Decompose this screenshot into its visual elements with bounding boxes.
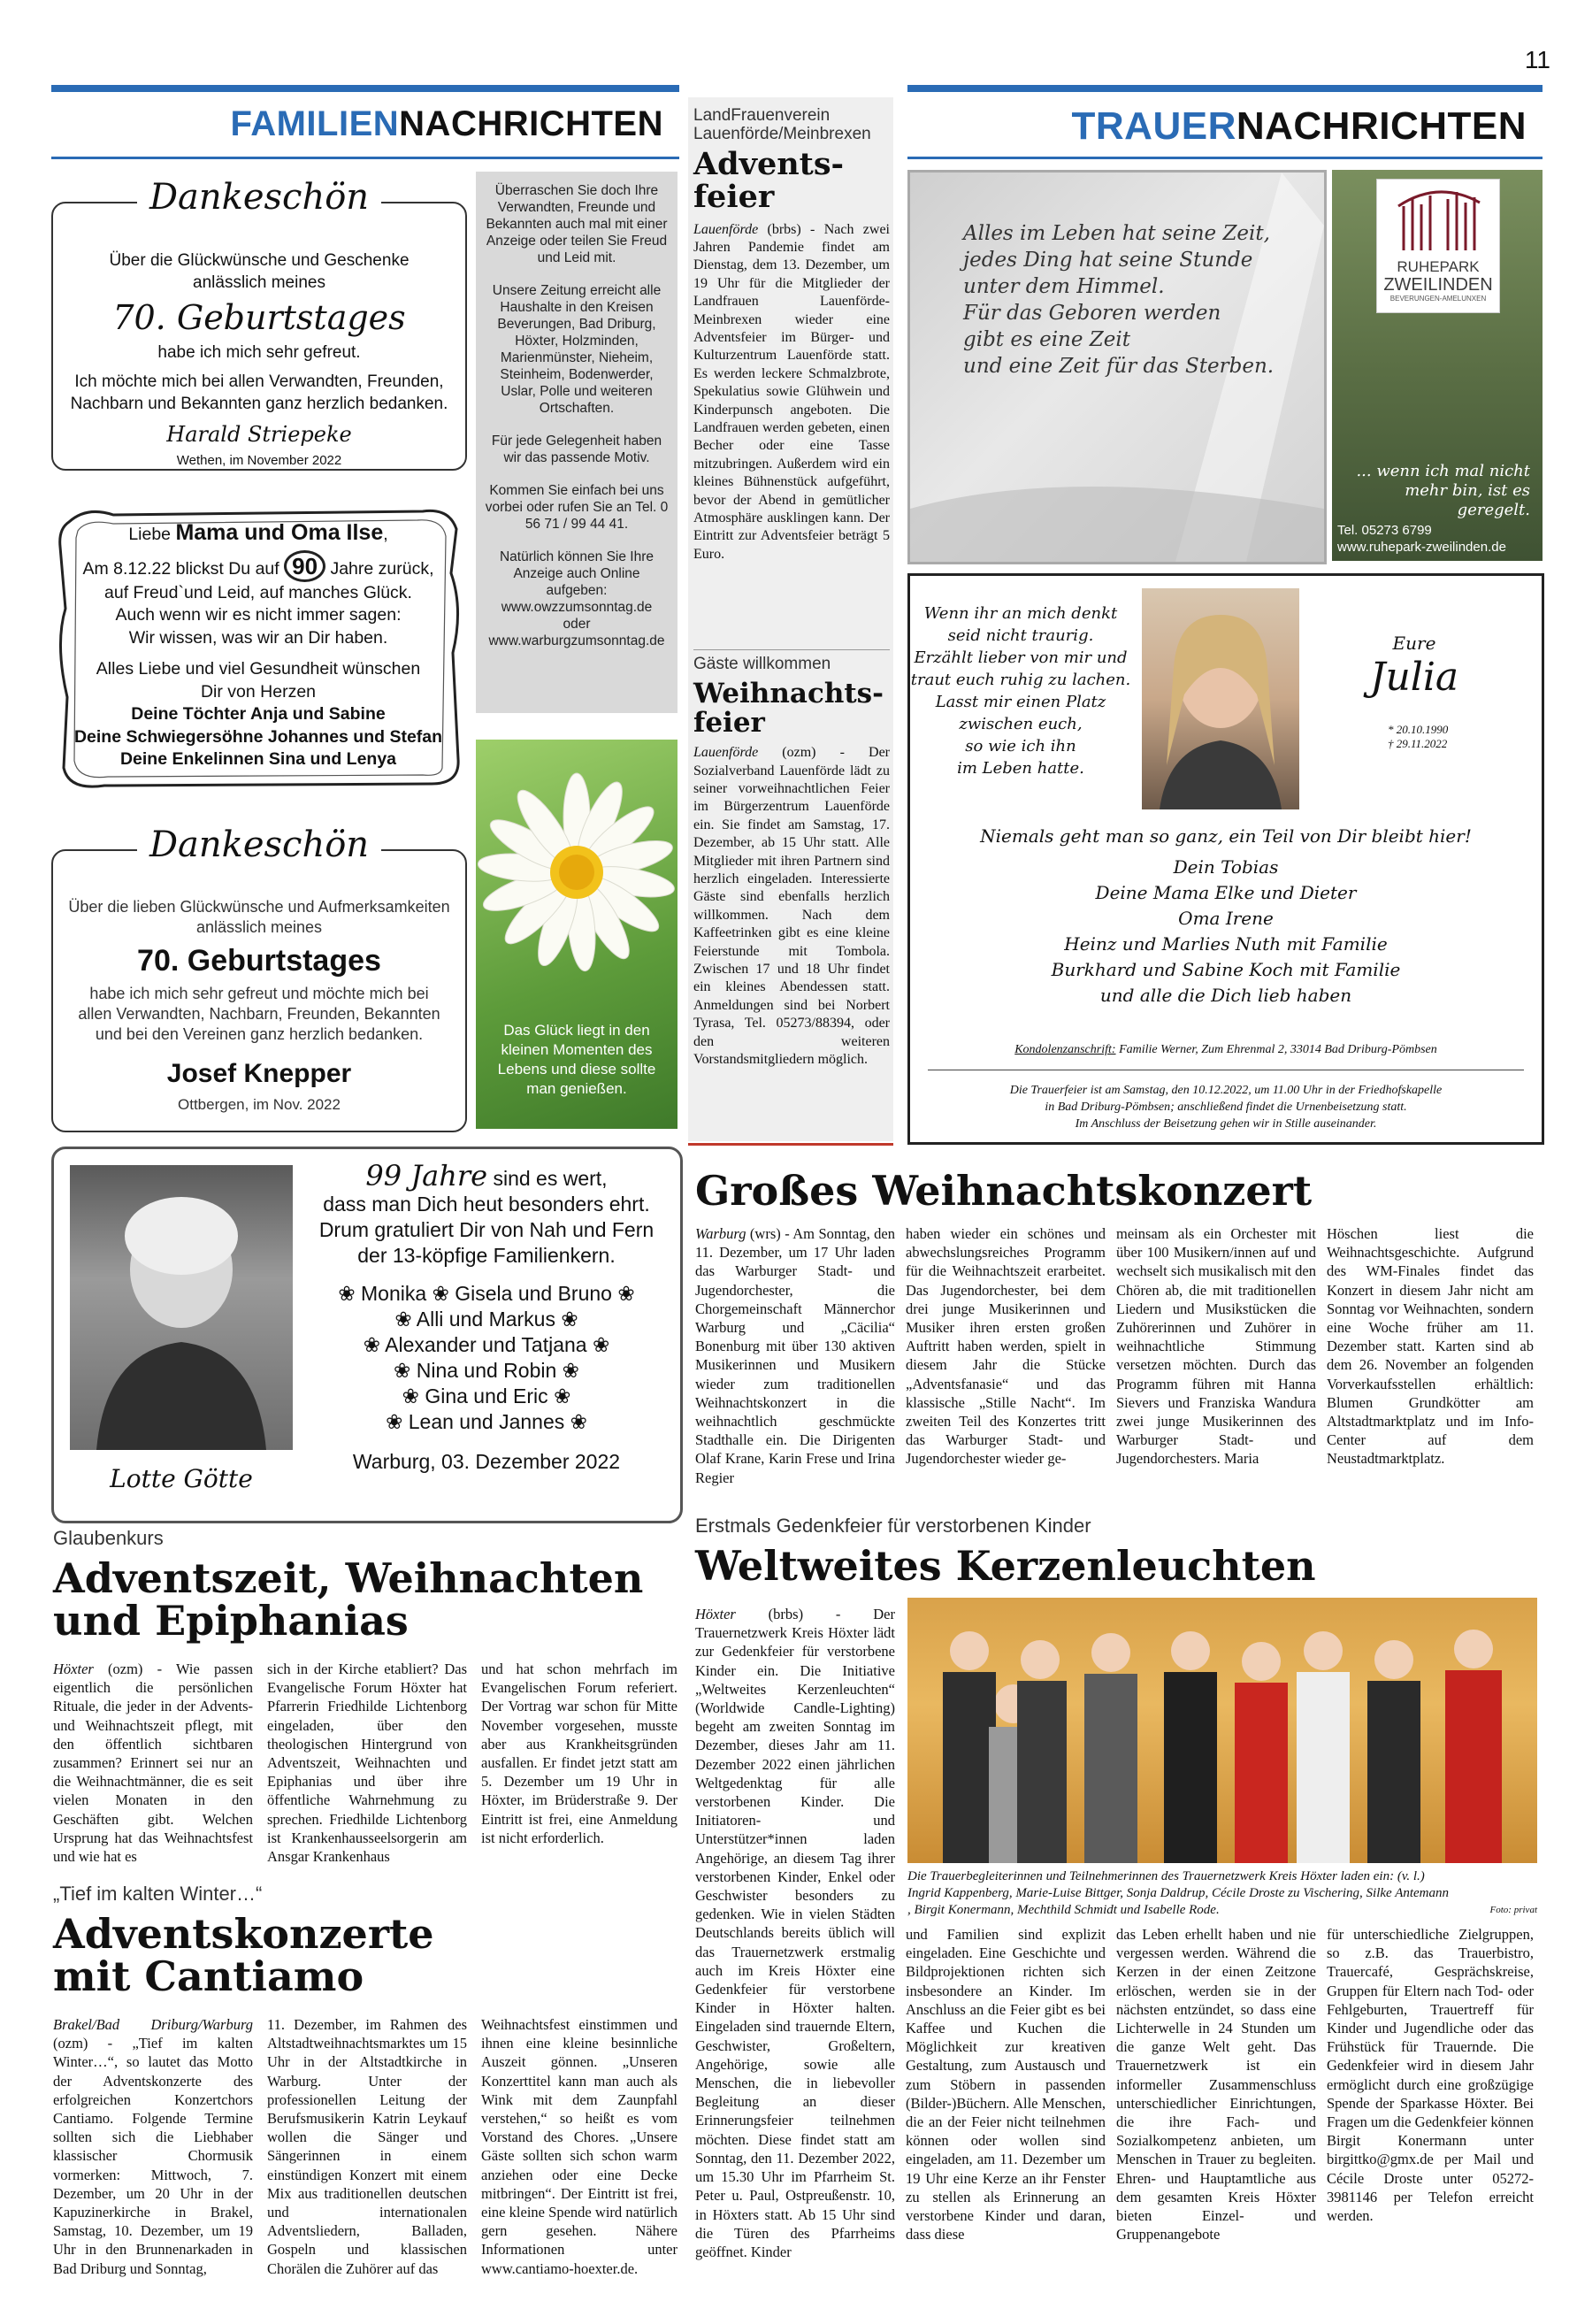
verse-line: zwischen euch, xyxy=(959,715,1083,733)
ruhepark-ad xyxy=(1332,170,1543,561)
article-kicker: Erstmals Gedenkfeier für verstorbenen Kinder xyxy=(695,1515,1091,1537)
ad-line: Am 8.12.22 blickst Du auf 90 Jahre zurück, xyxy=(51,550,465,582)
funeral-info: Im Anschluss der Beisetzung gehen wir in Stille auseinander. xyxy=(1075,1117,1377,1131)
poem-line: Alles im Leben hat seine Zeit, xyxy=(963,222,1270,245)
funeral-info: in Bad Driburg-Pömbsen; anschließend findet die Urnenbeisetzung statt. xyxy=(1045,1101,1407,1114)
flower-icon: ❀ xyxy=(617,1282,635,1305)
gaeste-article xyxy=(693,655,890,1069)
poem-line: gibt es eine Zeit xyxy=(963,328,1130,351)
mourner-line: Oma Irene xyxy=(1178,908,1274,929)
verse-line: so wie ich ihn xyxy=(965,737,1076,755)
ruhepark-name: RUHEPARK xyxy=(1397,258,1480,275)
ad-line: dass man Dich heut besonders ehrt. xyxy=(323,1193,650,1216)
divider xyxy=(688,1143,893,1146)
ad-line: auf Freud`und Leid, auf manches Glück. xyxy=(104,582,412,602)
ad-text: habe ich mich sehr gefreut. xyxy=(157,343,361,362)
promo-text: Natürlich können Sie Ihre Anzeige auch Online aufgeben: xyxy=(499,549,655,598)
flower-icon: ❀ xyxy=(570,1410,587,1433)
ad-line: Deine Enkelinnen Sina und Lenya xyxy=(119,749,397,769)
ad-place: Wethen, im November 2022 xyxy=(176,453,342,468)
article-column: für unterschiedliche Zielgruppen, so z.B. das Trauerbistro, Trauercafé, Gesprächskreise, Gruppen für Eltern nach Tod- oder Fehlgeburten, Trauertreff für Kinder und Jugendliche oder das Frühstück für Trauernde. Die Gedenkfeier wird in diesem Jahr ermöglicht durch eine großzügige Spende der Sparkasse Höxter. Bei Fragen um die Gedenkfeier können Birgit Konermann unter birgittko@gmx.de per Mail und Cécile Droste unter 05272-3981146 per Telefon erreicht werden. xyxy=(1327,1926,1534,2225)
birth-date: * 20.10.1990 xyxy=(1388,723,1449,736)
verse-line: seid nicht traurig. xyxy=(947,626,1094,645)
article-column: sich in der Kirche etabliert? Das Evangelische Forum Höxter hat Pfarrerin Friedhilde Lichtenborg eingeladen, über den theologischen Hintergrund von Adventszeit, Weihnachten und Epiphanias und über ihre öffentliche Wahrnehmung zu sprechen. Friedhilde Lichtenborg ist Krankenhausseelsorgerin am Ansgar Krankenhaus xyxy=(267,1661,467,1866)
ruhepark-quote: ... wenn ich mal nicht xyxy=(1356,462,1530,480)
article-kicker: Gäste willkommen xyxy=(693,655,831,673)
thanks-ad-knepper xyxy=(51,825,467,1132)
ad-line: Dir von Herzen xyxy=(200,681,317,702)
mourner-line: Burkhard und Sabine Koch mit Familie xyxy=(1051,959,1401,980)
article-column: Weihnachtsfest einstimmen und ihnen eine kleine besinnliche Auszeit gönnen. „Unseren Konzerttitel kann man auch als Wink mit dem Zaunpfahl verstehen,“ so heißt es vom Vorstand des Chores. „Unsere Gäste sollten sich schon warm anziehen oder eine Decke mitbringen“. Der Eintritt ist frei, eine kleine Spende wird natürlich gern gesehen. Nähere Informationen unter www.cantiamo-hoexter.de. xyxy=(481,2016,677,2277)
ad-line: ❀ Lean und Jannes ❀ xyxy=(386,1410,587,1433)
flower-caption: Das Glück liegt in den kleinen Momenten des Lebens und diese sollte man genießen. xyxy=(497,1022,656,1097)
poem-line: Für das Geboren werden xyxy=(963,302,1221,325)
photo-credit: Foto: privat xyxy=(1489,1905,1537,1915)
article-headline: Adventszeit, Weihnachten und Epiphanias xyxy=(53,1554,644,1645)
article-column: Höschen liest die Weihnachtsgeschichte. Aufgrund des WM-Finales findet das Konzert in diesem Jahr nicht am Sonntag vor Weihnachten, sondern eine Woche früher am 11. Dezember statt. Karten sind ab dem 26. November an folgenden Vorverkaufsstellen erhältlich: Blumen Grundkötter am Altstadtmarktplatz und im Info-Center auf dem Neustadtmarktplatz. xyxy=(1327,1225,1534,1468)
promo-text: Unsere Zeitung erreicht alle Haushalte in den Kreisen Beverungen, Bad Driburg, Höxter, Holzminden, Marienmünster, Nieheim, Steinheim, Bodenwerder, Uslar, Polle und weiteren Ortschaften. xyxy=(492,283,662,416)
page-number: 11 xyxy=(1524,46,1550,73)
article-headline: Weihnachts-feier xyxy=(693,678,884,739)
article-column: Brakel/Bad Driburg/Warburg (ozm) - „Tief im kalten Winter…“, so lautet das Motto der Adventskonzerte des erfolgreichen Konzertchors Cantiamo. Folgende Termine sollten sich die Liebhaber klassischer Chormusik vormerken: Mittwoch, 7. Dezember, um 20 Uhr in der Kapuzinerkirche in Brakel, Samstag, 10. Dezember, um 19 Uhr in den Brunnenarkaden in Bad Driburg und Sonntag, xyxy=(53,2016,253,2277)
divider xyxy=(693,649,890,650)
mourner-line: Dein Tobias xyxy=(1173,856,1279,878)
article-column: und hat schon mehrfach im Evangelischen Forum referiert. Der Vortrag war schon für Mitte November vorgesehen, musste aber aus Krankheitsgründen ausfallen. Er findet jetzt statt am 5. Dezember um 19 Uhr in Höxter, im Brüderstraße 9. Der Eintritt ist frei, eine Anmeldung ist nicht erforderlich. xyxy=(481,1661,677,1846)
ad-line: Auch wenn wir es nicht immer sagen: xyxy=(115,605,402,625)
verse-line: Erzählt lieber von mir und xyxy=(914,648,1128,667)
obituary-julia xyxy=(907,573,1544,1145)
ad-line: ❀ Alexander und Tatjana ❀ xyxy=(363,1333,610,1356)
condolence-address: Kondolenzanschrift: Familie Werner, Zum Ehrenmal 2, 33014 Bad Driburg-Pömbsen xyxy=(1014,1043,1437,1056)
julia-photo xyxy=(1142,588,1299,809)
ruhepark-name: ZWEILINDEN xyxy=(1383,275,1493,295)
lotte-photo xyxy=(70,1165,293,1450)
birthday-ad-ilse xyxy=(51,502,465,794)
article-column: das Leben erhellt haben und nie vergessen werden. Während die Kerzen in der einen Zeitzone erlöschen, werden sie in der nächsten entzündet, so dass eine Lichterwelle in 24 Stunden um die ganze Welt geht. Das Trauernetzwerk ist ein informeller Zusammenschluss unterschiedlicher Einrichtungen, die ihre Fach- und Sozialkompetenz anbieten, um Menschen in Trauer zu begleiten. Ehren- und Hauptamtliche aus dem gesamten Kreis Höxter bieten Einzel- und Gruppenangebote xyxy=(1116,1926,1316,2243)
ad-line: ❀ Gina und Eric ❀ xyxy=(402,1384,571,1407)
ruhepark-tel: Tel. 05273 6799 xyxy=(1337,523,1432,538)
ad-place: Ottbergen, im Nov. 2022 xyxy=(178,1096,341,1113)
obituary-eure: Eure xyxy=(1392,633,1436,654)
article-body: Lauenförde (ozm) - Der Sozialverband Lauenförde lädt zu seiner vorweihnachtlichen Feier im Bürgerzentrum Lauenförde ein. Sie findet am Samstag, 17. Dezember, ab 15 Uhr statt. Alle Mitglieder mit ihren Partnern sind herzlich eingeladen. Interessierte Gäste sind ebenfalls herzlich willkommen. Nach dem Kaffeetrinken gibt es eine kleine Feierstunde mit Tombola. Zwischen 17 und 18 Uhr findet ein kleines Abendessen statt. Anmeldungen sind bei Norbert Tyrasa, Tel. 05273/88394, oder den weiteren Vorstandsmitgliedern möglich. xyxy=(693,745,890,1067)
verse-line: Lasst mir einen Platz xyxy=(935,693,1106,711)
flower-icon: ❀ xyxy=(593,1333,610,1356)
ad-text: habe ich mich sehr gefreut und möchte mich bei xyxy=(89,985,429,1002)
ad-text: Ich möchte mich bei allen Verwandten, Freunden, xyxy=(74,372,444,391)
ad-text: anlässlich meines xyxy=(193,273,325,292)
ruhepark-sub: BEVERUNGEN-AMELUNXEN xyxy=(1389,295,1487,303)
ruhepark-logo xyxy=(1376,179,1500,313)
trauer-header-bar xyxy=(907,85,1543,159)
daisy-illustration xyxy=(476,748,677,1014)
group-photo-figures xyxy=(907,1598,1537,1863)
article-headline: Weltweites Kerzenleuchten xyxy=(695,1542,1316,1590)
ad-name: Harald Striepeke xyxy=(166,422,352,447)
ad-line: Liebe Mama und Oma Ilse, xyxy=(128,520,388,545)
ad-line: ❀ Nina und Robin ❀ xyxy=(394,1359,579,1382)
death-date: † 29.11.2022 xyxy=(1388,737,1448,750)
flower-icon: ❀ xyxy=(402,1384,419,1407)
landfrauen-article xyxy=(693,106,890,564)
glauben-article xyxy=(53,1527,677,1643)
flower-icon: ❀ xyxy=(432,1282,449,1305)
article-headline: Advents-feier xyxy=(693,146,845,215)
dankeschoen-heading: Dankeschön xyxy=(53,825,465,865)
promo-box xyxy=(476,172,677,713)
group-photo xyxy=(907,1598,1537,1863)
flower-icon: ❀ xyxy=(562,1359,579,1382)
flower-icon: ❀ xyxy=(363,1333,380,1356)
flower-icon: ❀ xyxy=(338,1282,356,1305)
obituary-headline: Niemals geht man so ganz, ein Teil von Dir bleibt hier! xyxy=(980,825,1472,847)
article-column: Höxter (ozm) - Wie passen eigentlich die persönlichen Rituale, die jeder in der Advents- und Weihnachtszeit pflegt, mit den öffentlich sichtbaren zusammen? Erinnert sei nur an die Weihnachtmänner, die es seit vielen Monaten in den Geschäften gibt. Welchen Ursprung hat das Weihnachtsfest und wie hat es xyxy=(53,1661,253,1866)
birthday-ad-lotte xyxy=(51,1147,683,1523)
promo-link[interactable]: www.warburgzumsonntag.de xyxy=(488,633,665,648)
flower-icon: ❀ xyxy=(386,1410,403,1433)
obituary-name: Julia xyxy=(1369,655,1459,700)
familien-title: FAMILIENNACHRICHTEN xyxy=(230,104,663,143)
ad-line: Alles Liebe und viel Gesundheit wünschen xyxy=(96,659,421,679)
funeral-info: Die Trauerfeier ist am Samstag, den 10.12.2022, um 11.00 Uhr in der Friedhofskapelle xyxy=(1009,1084,1443,1097)
article-column: meinsam als ein Orchester mit über 100 Musikern/innen auf und wechselt sich musikalisch mit den Chören ab, die mit traditionellen Liedern und Musikstücken die Zuhörerinnen und Zuhörer in weihnachtliche Stimmung versetzen möchten. Durch das Programm führen mit Hanna Sievers und Franziska Wandura zwei junge Musikerinnen des Warburger Stadt- und Jugendorchesters. Maria xyxy=(1116,1225,1316,1468)
photo-caption: Die Trauerbegleiterinnen und Teilnehmerinnen des Trauernetzwerk Kreis Höxter laden ein: (v. l.) xyxy=(907,1869,1425,1883)
poem-line: jedes Ding hat seine Stunde xyxy=(963,249,1253,272)
flower-icon: ❀ xyxy=(394,1308,412,1331)
ad-line: Drum gratuliert Dir von Nah und Fern xyxy=(318,1218,655,1241)
poem-line: und eine Zeit für das Sterben. xyxy=(963,355,1275,378)
age-badge: 90 xyxy=(284,550,325,582)
familien-header-bar xyxy=(51,85,679,159)
ad-text: Über die lieben Glückwünsche und Aufmerksamkeiten xyxy=(68,898,450,916)
photo-caption: , Birgit Konermann, Mechthild Schmidt und Isabelle Rode. Foto: privat xyxy=(907,1903,1537,1917)
article-column: und Familien sind explizit eingeladen. Eine Geschichte und Bildprojektionen richten sich insbesondere an Kinder. Im Anschluss an die Feier gibt es bei Kaffee und Kuchen die Möglichkeit zur kreativen Gestaltung, zum Austausch und zum Stöbern in passenden (Bilder-)Büchern. Alle Menschen, die an der Feier nicht teilnehmen können oder wollen sind eingeladen, am 11. Dezember um 19 Uhr eine Kerze an ihr Fenster zu stellen als Erinnerung an verstorbene Kinder und daran, dass diese xyxy=(906,1926,1106,2243)
verse-line: Wenn ihr an mich denkt xyxy=(923,604,1118,623)
promo-text: oder xyxy=(563,617,591,632)
ad-name: Josef Knepper xyxy=(166,1059,352,1088)
mourner-line: Heinz und Marlies Nuth mit Familie xyxy=(1064,933,1388,955)
article-column: haben wieder ein schönes und abwechslungsreiches Programm für die Weihnachtszeit erarbeitet. Das Jugendorchester, bei dem drei junge Musikerinnen und Musiker ihren ersten großen Auftritt haben werden, spielt in diesem Jahr die Stücke „Adventsfanasie“ und das klassische „Stille Nacht“. Im zweiten Teil des Konzertes tritt das Warburger Stadt- und Jugendorchester wieder ge- xyxy=(906,1225,1106,1468)
verse-line: traut euch ruhig zu lachen. xyxy=(910,671,1131,689)
portrait-silhouette xyxy=(1142,588,1299,809)
photo-name: Lotte Götte xyxy=(110,1464,253,1493)
flower-icon: ❀ xyxy=(554,1384,571,1407)
kerzen-article xyxy=(695,1515,1535,1590)
promo-text: Für jede Gelegenheit haben wir das passende Motiv. xyxy=(491,433,662,465)
flower-image xyxy=(476,740,677,1129)
poem-image xyxy=(907,170,1327,564)
poem-line: unter dem Himmel. xyxy=(963,275,1165,298)
article-column: Höxter (brbs) - Der Trauernetzwerk Kreis Höxter lädt zur Gedenkfeier für verstorbene Kinder ein. Die Initiative „Weltweites Kerzenleuchten“ (Worldwide Candle-Lighting) begeht am zweiten Sonntag im Dezember, dieses Jahr am 11. Dezember 2022 einen jährlichen Weltgedenktag für alle verstorbenen Kinder. Die Initiatoren- und Unterstützer*innen laden Angehörige, an diesem Tag ihrer verstorbenen Kinder, Enkel oder Geschwister besonders zu gedenken. Wie in vielen Städten Deutschlands bereits üblich will das Trauernetzwerk erstmalig auch im Kreis Höxter eine Gedenkfeier für verstorbene Kinder in Höxter halten. Eingeladen sind trauernde Eltern, Geschwister, Großeltern, Angehörige, sowie alle Menschen, die in liebevoller Begleitung an dieser Erinnerungsfeier teilnehmen möchten. Diese findet statt am Sonntag, den 11. Dezember 2022, um 15.30 Uhr im Pfarrheim St. Peter u. Paul, Ostpreußenstr. 10, in Höxters statt. Ab 15 Uhr sind die Türen des Pfarrheims geöffnet. Kinder xyxy=(695,1606,895,2260)
article-headline: Großes Weihnachtskonzert xyxy=(695,1167,1313,1215)
promo-link[interactable]: www.owzzumsonntag.de xyxy=(501,600,653,615)
ad-big-text: 70. Geburtstages xyxy=(137,944,381,978)
flower-icon: ❀ xyxy=(394,1359,411,1382)
mourner-line: und alle die Dich lieb haben xyxy=(1099,985,1352,1006)
trauer-title: TRAUERNACHRICHTEN xyxy=(1071,104,1527,148)
ad-line: Deine Töchter Anja und Sabine xyxy=(131,704,386,724)
ad-text: Nachbarn und Bekannten ganz herzlich bedanken. xyxy=(70,395,448,413)
flower-icon: ❀ xyxy=(561,1308,578,1331)
ad-text: anlässlich meines xyxy=(195,918,323,936)
promo-text: Überraschen Sie doch Ihre Verwandten, Freunde und Bekannten auch mal mit einer Anzeige oder teilen Sie Freud und Leid mit. xyxy=(486,183,668,265)
trees-logo-icon xyxy=(1377,180,1499,259)
ad-line: Wir wissen, was wir an Dir haben. xyxy=(128,627,388,648)
promo-text: Kommen Sie einfach bei uns vorbei oder rufen Sie an Tel. 0 56 71 / 99 44 41. xyxy=(485,483,669,532)
ruhepark-web[interactable]: www.ruhepark-zweilinden.de xyxy=(1337,540,1506,555)
ad-line: Deine Schwiegersöhne Johannes und Stefan xyxy=(73,726,443,747)
article-column: 11. Dezember, im Rahmen des Altstadtweihnachtsmarktes um 15 Uhr in der Altstadtkirche in Warburg. Unter der professionellen Leitung der Berufsmusikerin Katrin Leykauf wollen die Sänger und Sängerinnen in einem einstündigen Konzert mit einem Mix aus traditionellen deutschen und internationalen Adventsliedern, Balladen, Gospeln und klassischen Chorälen die Zuhörer auf das xyxy=(267,2016,467,2277)
photo-caption: Ingrid Kappenberg, Marie-Luise Bittger, Sonja Daldrup, Cécile Droste zu Vischering, Silke Antemann xyxy=(907,1886,1450,1900)
ad-line: der 13-köpfige Familienkern. xyxy=(357,1244,616,1267)
cantiamo-article xyxy=(53,1883,677,2001)
article-column: Warburg (wrs) - Am Sonntag, den 11. Dezember, um 17 Uhr laden das Warburger Stadt- und Jugendorchester, die Chorgemeinschaft Männerchor Warburg und „Cäcilia“ Bonenburg mit über 130 aktiven Musikerinnen und Musikern wieder zum traditionellen Weihnachtskonzert in die weihnachtlich geschmückte Stadthalle ein. Die Dirigenten Olaf Krane, Karin Frese und Irina Regier xyxy=(695,1225,895,1486)
article-kicker: „Tief im kalten Winter…“ xyxy=(53,1883,263,1905)
ad-text: und bei den Vereinen ganz herzlich bedanken. xyxy=(95,1025,424,1043)
ad-text: Über die Glückwünsche und Geschenke xyxy=(109,251,410,270)
verse-line: im Leben hatte. xyxy=(957,759,1084,778)
mourner-line: Deine Mama Elke und Dieter xyxy=(1095,882,1357,903)
ad-text: allen Verwandten, Nachbarn, Freunden, Bekannten xyxy=(78,1005,440,1023)
article-kicker: LandFrauenverein Lauenförde/Meinbrexen xyxy=(693,106,871,143)
dankeschoen-heading: Dankeschön xyxy=(53,177,465,218)
ad-line: ❀ Monika ❀ Gisela und Bruno ❀ xyxy=(338,1282,635,1305)
ad-place: Warburg, 03. Dezember 2022 xyxy=(352,1450,621,1473)
article-kicker: Glaubenkurs xyxy=(53,1527,164,1549)
ad-line: 99 Jahre sind es wert, xyxy=(365,1159,608,1193)
ad-big-text: 70. Geburtstages xyxy=(112,298,406,337)
ruhepark-quote: mehr bin, ist es geregelt. xyxy=(1405,481,1530,519)
thanks-ad-striepeke xyxy=(51,177,467,471)
article-body: Lauenförde (brbs) - Nach zwei Jahren Pandemie findet am Dienstag, dem 13. Dezember, um 19 Uhr für die Mitglieder der Landfrauen Lauenförde-Meinbrexen wieder eine Adventsfeier im Bürger- und Kulturzentrum Lauenförde statt. Es werden leckere Schmalzbrote, Spekulatius sowie Glühwein und Kinderpunsch angeboten. Die Landfrauen werden gebeten, einen Becher oder eine Tasse mitzubringen. Außerdem wird ein kleines Bühnenstück aufgeführt, bevor der Abend in gemütlicher Atmosphäre ausklingen kann. Der Eintritt zur Adventsfeier beträgt 5 Euro. xyxy=(693,221,890,562)
ad-line: ❀ Alli und Markus ❀ xyxy=(394,1308,578,1331)
portrait-silhouette xyxy=(70,1165,293,1450)
article-headline: Adventskonzerte mit Cantiamo xyxy=(53,1910,434,2001)
